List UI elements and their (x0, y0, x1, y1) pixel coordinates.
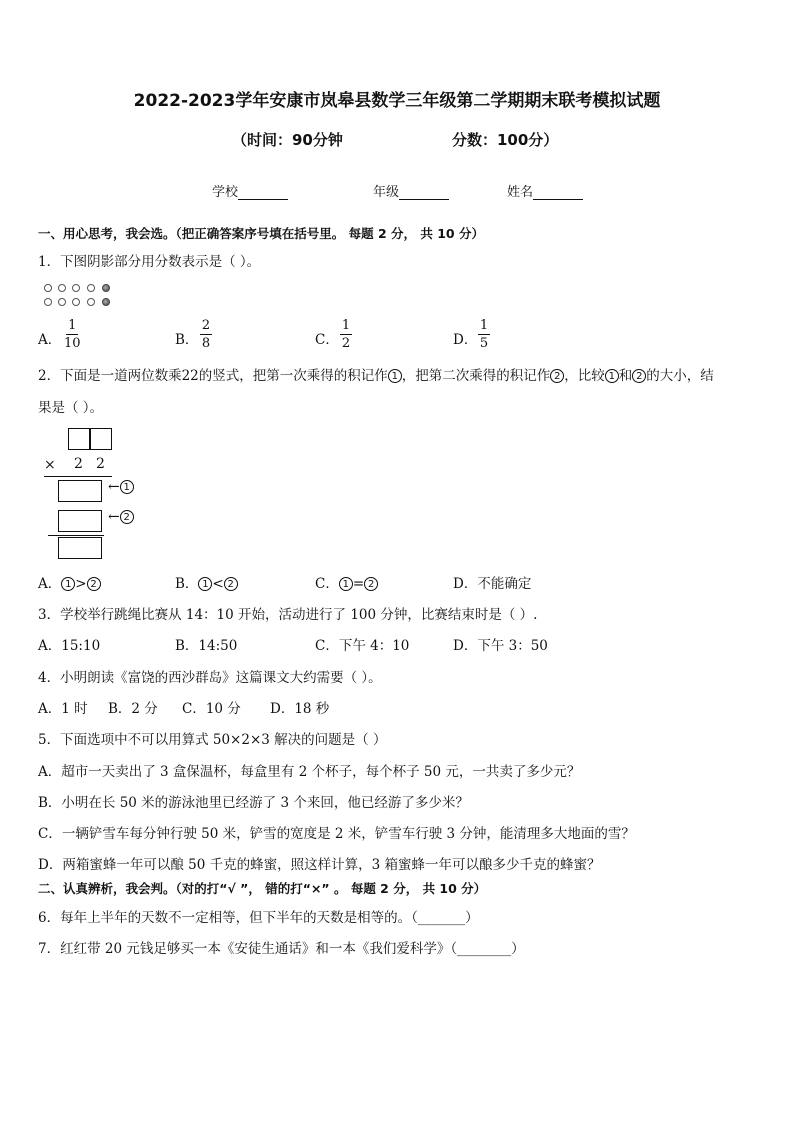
q4-option-c: C．10 分 (182, 701, 241, 717)
q5-option-a: A．超市一天卖出了 3 盒保温杯，每盒里有 2 个杯子，每个杯子 50 元，一共卖了多少元？ (38, 764, 581, 780)
product-rule (44, 476, 112, 477)
q4-option-d: D．18 秒 (270, 701, 330, 717)
q1-option-d-label: D． (453, 332, 478, 348)
q2-option-b: B． 1 < 2 (175, 572, 238, 592)
name-field: 姓名 (507, 181, 583, 200)
sum-rule (48, 535, 104, 536)
arrow-1: ← 1 (108, 479, 134, 495)
q1-option-b-fraction: 2 8 (201, 318, 211, 351)
circle (58, 284, 66, 292)
question-6: 6．每年上半年的天数不一定相等，但下半年的天数是相等的。（_______） (38, 910, 479, 926)
circle (87, 298, 95, 306)
circled-number-2: 2 (550, 369, 564, 383)
grade-field: 年级 (373, 181, 449, 200)
times-sign: × (44, 457, 56, 473)
q3-option-c: C．下午 4：10 (315, 638, 410, 654)
circle (72, 284, 80, 292)
circle (87, 284, 95, 292)
circle (44, 284, 52, 292)
q1-option-a-label: A． (38, 332, 62, 348)
q4-option-a: A．1 时 (38, 701, 88, 717)
circled-number-1: 1 (388, 369, 402, 383)
question-2-stem-line2: 果是（ ）。 (38, 400, 104, 416)
question-5-stem: 5．下面选项中不可以用算式 50×2×3 解决的问题是（ ） (38, 732, 387, 748)
q2-option-d: D．不能确定 (453, 576, 532, 592)
digit-box (68, 428, 90, 450)
q5-option-d: D．两箱蜜蜂一年可以酿 50 千克的蜂蜜，照这样计算，3 箱蜜蜂一年可以酿多少千克的蜂蜜？ (38, 857, 601, 873)
page-title: 2022-2023学年安康市岚皋县数学三年级第二学期期末联考模拟试题 (133, 91, 661, 111)
q2-option-a: A． 1 > 2 (38, 572, 101, 592)
circle (44, 298, 52, 306)
q1-option-a-fraction: 1 10 (64, 318, 81, 351)
section-2-heading: 二、认真辨析，我会判。（对的打“√ ”， 错的打“×” 。 每题 2 分， 共 10 分） (38, 881, 487, 896)
q1-option-c-fraction: 1 2 (341, 318, 351, 351)
shaded-circle (102, 298, 110, 306)
arrow-2: ← 2 (108, 509, 134, 525)
circled-number-2: 2 (632, 369, 646, 383)
partial-product-1-box (58, 480, 102, 502)
q2-option-c: C． 1 = 2 (315, 572, 378, 592)
q5-option-b: B．小明在长 50 米的游泳池里已经游了 3 个来回，他已经游了多少米？ (38, 795, 469, 811)
q3-option-a: A．15:10 (38, 638, 101, 654)
question-7: 7．红红带 20 元钱足够买一本《安徒生通话》和一本《我们爱科学》（________） (38, 941, 525, 957)
circled-number-1: 1 (120, 480, 134, 494)
circle (58, 298, 66, 306)
circled-number-1: 1 (605, 369, 619, 383)
q3-option-b: B．14:50 (175, 638, 238, 654)
circle (72, 298, 80, 306)
shaded-circle (102, 284, 110, 292)
q4-option-b: B．2 分 (108, 701, 158, 717)
question-1-stem: 1．下图阴影部分用分数表示是（ ）。 (38, 254, 261, 270)
multiplier-digit: 2 (96, 456, 105, 472)
question-4-stem: 4．小明朗读《富饶的西沙群岛》这篇课文大约需要（ ）。 (38, 670, 382, 686)
final-product-box (58, 537, 102, 559)
circled-number-2: 2 (120, 510, 134, 524)
q1-option-c-label: C． (315, 332, 339, 348)
exam-score: 分数：100分） (452, 131, 559, 149)
question-3-stem: 3．学校举行跳绳比赛从 14：10 开始，活动进行了 100 分钟，比赛结束时是（ ）. (38, 607, 538, 623)
partial-product-2-box (58, 510, 102, 532)
q1-option-d-fraction: 1 5 (479, 318, 489, 351)
multiplier-digit: 2 (74, 456, 83, 472)
school-field: 学校 (212, 181, 288, 200)
digit-box (90, 428, 112, 450)
q3-option-d: D．下午 3：50 (453, 638, 548, 654)
section-1-heading: 一、用心思考，我会选。（把正确答案序号填在括号里。 每题 2 分， 共 10 分） (38, 226, 484, 241)
question-2-stem: 2．下面是一道两位数乘22的竖式，把第一次乘得的积记作 1 ，把第二次乘得的积记作 2 ，比较 1 和 2 的大小，结 (38, 368, 714, 384)
q1-option-b-label: B． (175, 332, 199, 348)
q5-option-c: C．一辆铲雪车每分钟行驶 50 米，铲雪的宽度是 2 米，铲雪车行驶 3 分钟，能清理多大地面的雪？ (38, 826, 635, 842)
exam-time: （时间：90分钟 (232, 131, 343, 149)
